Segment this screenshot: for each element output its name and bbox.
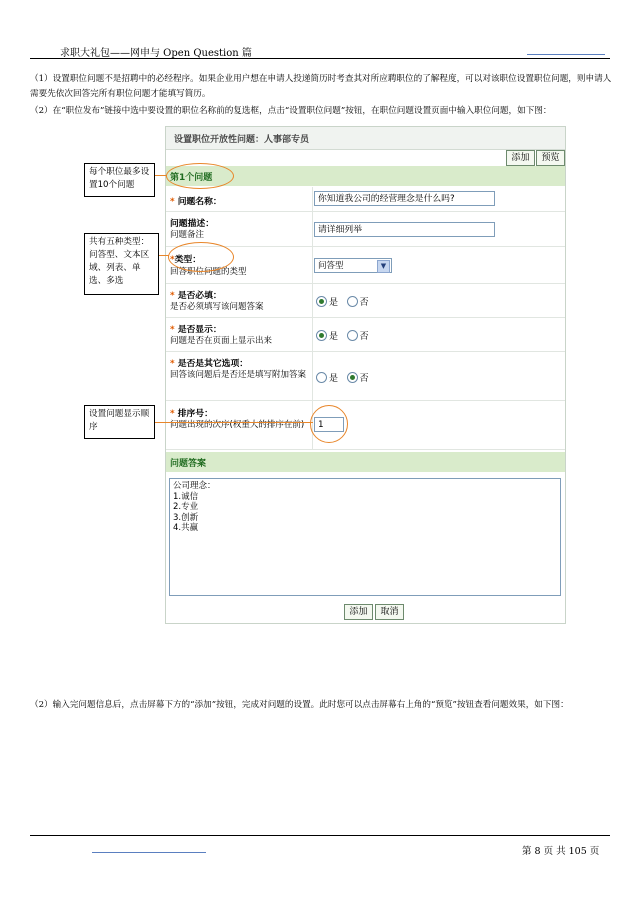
display-yes-radio[interactable]	[316, 330, 327, 341]
question-type-hint: 回答职位问题的类型	[170, 267, 247, 277]
required-hint: 是否必须填写该问题答案	[170, 302, 264, 312]
display-hint: 问题是否在页面上显示出来	[170, 336, 273, 346]
required-label: 是否必填：	[177, 291, 222, 301]
display-no-radio[interactable]	[347, 330, 358, 341]
row-question-name: * 问题名称： 你知道我公司的经营理念是什么吗?	[166, 187, 565, 212]
header-rule	[30, 58, 610, 59]
question-type-label: 类型：	[174, 255, 202, 265]
section-question-1-label: 第1个问题	[170, 173, 213, 183]
other-option-label: 是否是其它选项：	[177, 359, 249, 369]
highlight-order-ellipse	[310, 405, 348, 443]
header-title: 求职大礼包——网申与 Open Question 篇	[60, 48, 252, 59]
required-no-radio[interactable]	[347, 296, 358, 307]
section-answer-label: 问题答案	[170, 459, 207, 469]
paragraph-2: （2）在“职位发布”链接中选中要设置的职位名称前的复选框，点击“设置职位问题”按钮，在职位问题设置页面中输入职位问题，如下图：	[30, 106, 552, 116]
display-radio-group: 是 否	[316, 329, 369, 342]
paragraph-3: （2）输入完问题信息后，点击屏幕下方的“添加”按钮，完成对问题的设置。此时您可以点击屏幕右上角的“预览”按钮查看问题效果，如下图：	[30, 700, 569, 710]
row-question-desc	[166, 212, 565, 247]
other-option-hint: 回答该问题后是否还是填写附加答案	[170, 370, 307, 380]
row-other-option: * 是否是其它选项： 回答该问题后是否还是填写附加答案 是 否	[166, 352, 565, 401]
preview-button[interactable]: 预览	[536, 150, 565, 166]
cancel-button[interactable]: 取消	[375, 604, 404, 620]
question-form	[165, 126, 566, 624]
question-type-select[interactable]: 问答型 ▼	[314, 258, 392, 273]
order-input[interactable]: 1	[314, 417, 344, 432]
answer-textarea[interactable]: 公司理念： 1.诚信 2.专业 3.创新 4.共赢	[169, 478, 561, 596]
section-answer	[166, 452, 565, 472]
required-yes-radio[interactable]	[316, 296, 327, 307]
question-name-label: 问题名称：	[177, 197, 222, 207]
footer-link-line	[92, 852, 206, 853]
chevron-down-icon: ▼	[377, 260, 390, 273]
question-desc-label: 问题描述：	[170, 219, 214, 229]
callout-line-3	[155, 422, 313, 423]
page-number: 第 8 页 共 105 页	[522, 846, 600, 857]
callout-max-questions: 每个职位最多设置10个问题	[84, 163, 155, 197]
form-header	[166, 127, 565, 150]
row-display: * 是否显示： 问题是否在页面上显示出来 是 否	[166, 318, 565, 352]
other-no-radio[interactable]	[347, 372, 358, 383]
required-radio-group: 是 否	[316, 295, 369, 308]
add-button[interactable]: 添加	[344, 604, 373, 620]
other-yes-radio[interactable]	[316, 372, 327, 383]
paragraph-1: （1）设置职位问题不是招聘中的必经程序。如果企业用户想在申请人投递简历时考查其对所应聘职位的了解程度，可以对该职位设置职位问题，则申请人需要先依次回答完所有职位问题才能填写简历。	[30, 74, 612, 99]
other-radio-group: 是 否	[316, 371, 369, 384]
order-label: 排序号：	[177, 409, 213, 419]
question-desc-input[interactable]: 请详细列举	[314, 222, 495, 237]
question-desc-hint: 问题备注	[170, 230, 205, 240]
add-top-button[interactable]: 添加	[506, 150, 535, 166]
highlight-type-ellipse	[168, 242, 234, 272]
row-required: * 是否必填： 是否必须填写该问题答案 是 否	[166, 284, 565, 318]
row-order: * 排序号： 问题出现的次序(权重大的排序在前) 1	[166, 401, 565, 450]
footer-rule	[30, 835, 610, 836]
form-title: 设置职位开放性问题：人事部专员	[174, 135, 310, 145]
header-link-line	[527, 54, 605, 55]
order-hint: 问题出现的次序(权重大的排序在前)	[170, 420, 305, 430]
highlight-section-ellipse	[166, 163, 234, 189]
display-label: 是否显示：	[177, 325, 222, 335]
row-question-type: *类型： 回答职位问题的类型 问答型 ▼	[166, 247, 565, 284]
question-name-input[interactable]: 你知道我公司的经营理念是什么吗?	[314, 191, 495, 206]
callout-display-order: 设置问题显示顺序	[84, 405, 155, 439]
callout-question-types: 共有五种类型：问答型、文本区域、列表、单选、多选	[84, 233, 159, 295]
